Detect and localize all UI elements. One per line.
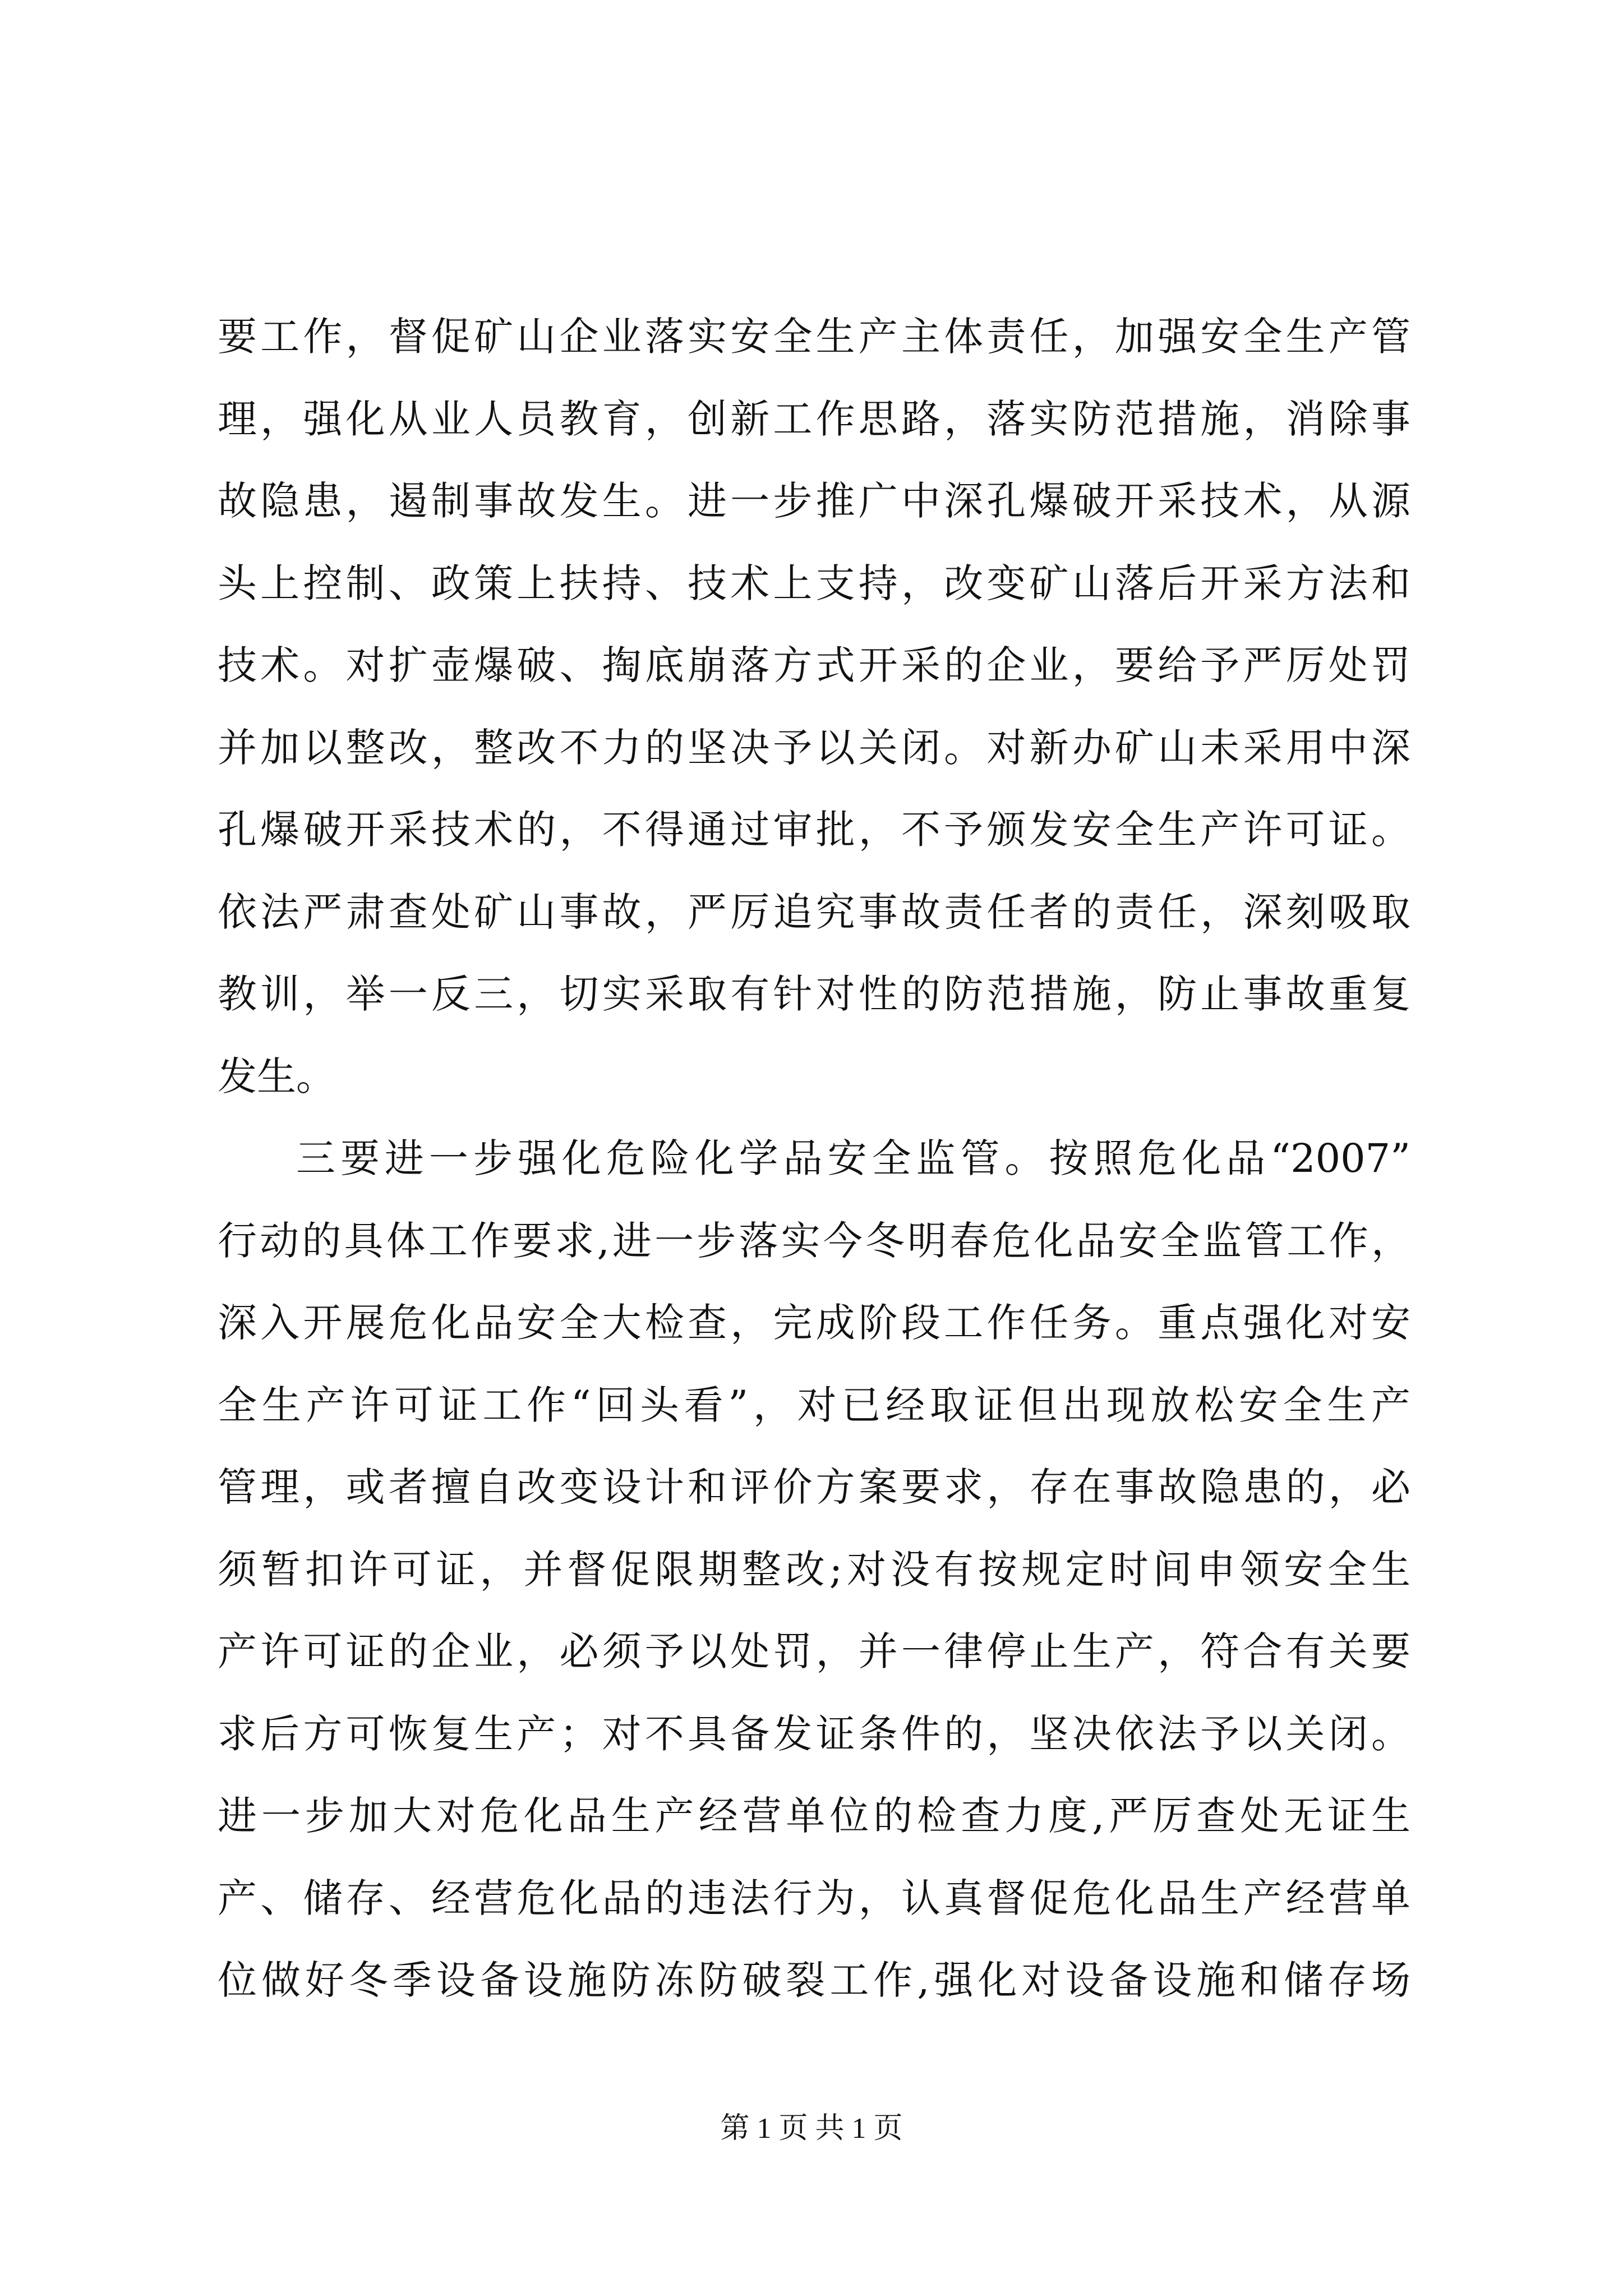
page-footer: 第 1 页 共 1 页 <box>720 2113 903 2145</box>
text-line: 产许可证的企业，必须予以处罚，并一律停止生产，符合有关要 <box>218 1628 1410 1674</box>
text-line: 孔爆破开采技术的，不得通过审批，不予颁发安全生产许可证。 <box>218 807 1410 853</box>
text-line: 行动的具体工作要求,进一步落实今冬明春危化品安全监管工作， <box>218 1217 1410 1264</box>
text-line: 理，强化从业人员教育，创新工作思路，落实防范措施，消除事 <box>218 395 1410 442</box>
text-line: 三要进一步强化危险化学品安全监管。按照危化品“2007” <box>296 1135 1410 1181</box>
text-line: 要工作，督促矿山企业落实安全生产主体责任，加强安全生产管 <box>218 314 1410 360</box>
text-line: 管理，或者擅自改变设计和评价方案要求，存在事故隐患的，必 <box>218 1464 1410 1510</box>
text-line: 头上控制、政策上扶持、技术上支持，改变矿山落后开采方法和 <box>218 560 1410 606</box>
text-line: 进一步加大对危化品生产经营单位的检查力度,严厉查处无证生 <box>218 1793 1410 1839</box>
text-line: 故隐患，遏制事故发生。进一步推广中深孔爆破开采技术，从源 <box>218 478 1410 524</box>
text-line: 技术。对扩壶爆破、掏底崩落方式开采的企业，要给予严厉处罚 <box>218 642 1410 688</box>
text-line: 依法严肃查处矿山事故，严厉追究事故责任者的责任，深刻吸取 <box>218 889 1410 935</box>
text-line: 全生产许可证工作“回头看”，对已经取证但出现放松安全生产 <box>218 1382 1410 1428</box>
text-line: 深入开展危化品安全大检查，完成阶段工作任务。重点强化对安 <box>218 1300 1410 1346</box>
text-line: 产、储存、经营危化品的违法行为，认真督促危化品生产经营单 <box>218 1875 1410 1921</box>
text-line: 位做好冬季设备设施防冻防破裂工作,强化对设备设施和储存场 <box>218 1957 1410 2003</box>
text-line: 发生。 <box>218 1053 335 1099</box>
text-line: 求后方可恢复生产；对不具备发证条件的，坚决依法予以关闭。 <box>218 1710 1410 1757</box>
text-line: 须暂扣许可证，并督促限期整改;对没有按规定时间申领安全生 <box>218 1546 1410 1593</box>
text-line: 并加以整改，整改不力的坚决予以关闭。对新办矿山未采用中深 <box>218 724 1410 771</box>
text-line: 教训，举一反三，切实采取有针对性的防范措施，防止事故重复 <box>218 971 1410 1017</box>
